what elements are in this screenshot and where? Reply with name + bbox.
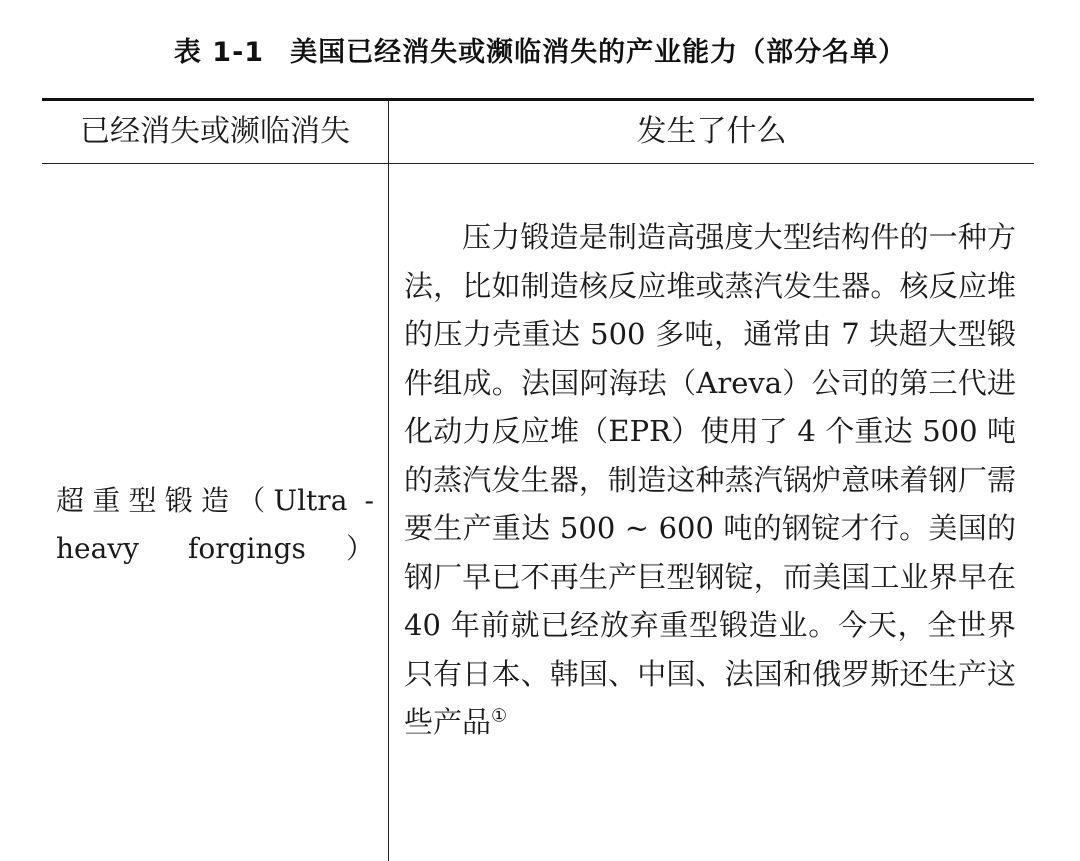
table-top-rule bbox=[42, 98, 1034, 101]
table-header-rule bbox=[42, 163, 1034, 164]
description-text: 压力锻造是制造高强度大型结构件的一种方法，比如制造核反应堆或蒸汽发生器。核反应堆的压力壳重达 500 多吨，通常由 7 块超大型锻件组成。法国阿海珐（Areva）公司的第三代进化动力反应堆（EPR）使用了 4 个重达 500 吨的蒸汽发生器，制造这种蒸汽锅炉意味着钢厂需要生产重达 500 ~ 600 吨的钢锭才行。美国的钢厂早已不再生产巨型钢锭，而美国工业界早在 40 年前就已经放弃重型锻造业。今天，全世界只有日本、韩国、中国、法国和俄罗斯还生产这些产品 bbox=[404, 220, 1016, 739]
column-header-item: 已经消失或濒临消失 bbox=[80, 114, 350, 149]
table-cell-description bbox=[404, 213, 1016, 747]
column-header-description: 发生了什么 bbox=[636, 114, 787, 149]
table-title: 美国已经消失或濒临消失的产业能力（部分名单） bbox=[290, 37, 907, 68]
table-caption bbox=[0, 30, 1080, 69]
table-number: 表 1-1 bbox=[173, 37, 265, 68]
footnote-marker: ① bbox=[491, 705, 508, 727]
table-column-divider bbox=[388, 100, 389, 861]
table-cell-item: 超重型锻造（Ultra - heavy forgings） bbox=[56, 484, 374, 565]
